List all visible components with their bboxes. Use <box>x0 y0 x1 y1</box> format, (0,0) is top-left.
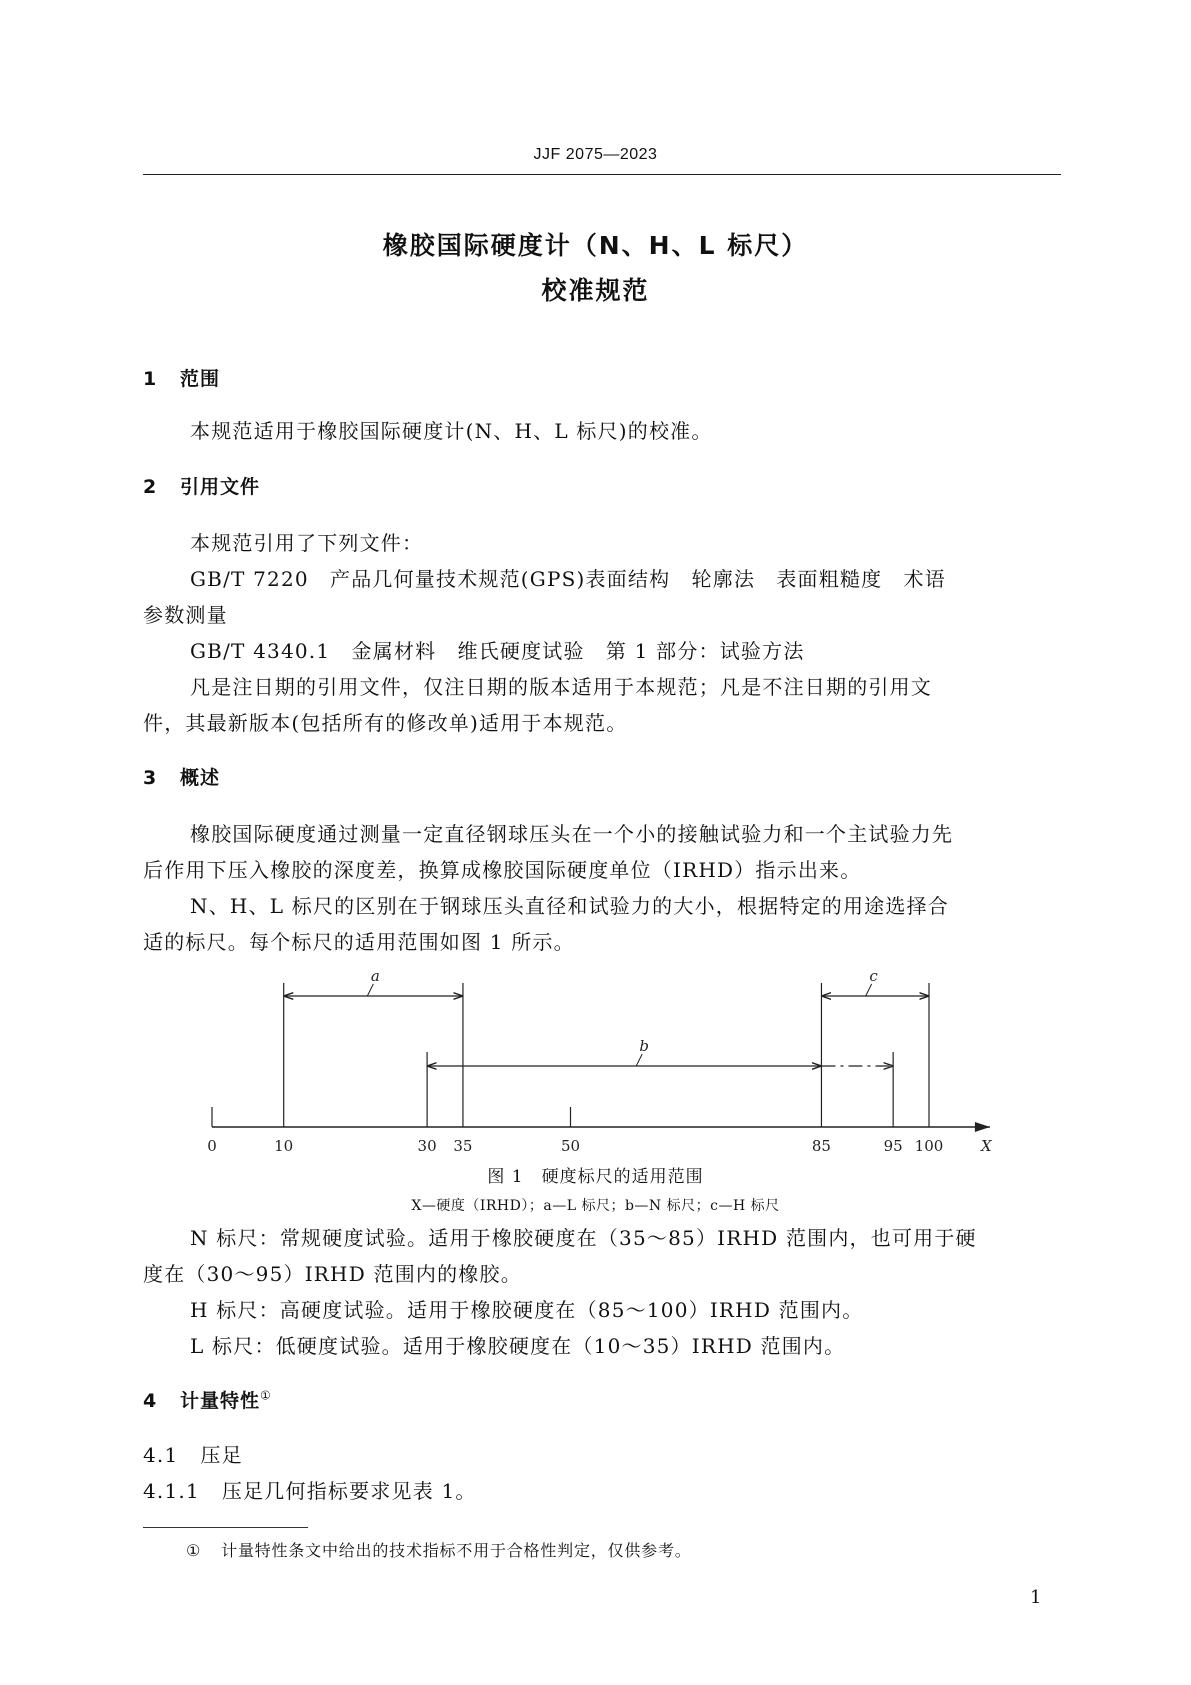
section-number: 4 <box>143 1390 158 1412</box>
s1-paragraph: 本规范适用于橡胶国际硬度计(N、H、L 标尺)的校准。 <box>190 419 713 443</box>
s2-note-line2: 件，其最新版本(包括所有的修改单)适用于本规范。 <box>143 711 628 735</box>
section-number: 3 <box>143 767 158 789</box>
tick-label-10: 10 <box>274 1137 294 1155</box>
doc-title-line1: 橡胶国际硬度计（N、H、L 标尺） <box>382 231 809 260</box>
footnote-marker: ① <box>260 1388 272 1403</box>
tick-label-35: 35 <box>453 1137 473 1155</box>
s411-text <box>143 1475 477 1504</box>
section-number: 2 <box>143 476 158 498</box>
range-leader-c <box>866 984 872 996</box>
doc-title-line2: 校准规范 <box>541 276 650 305</box>
document-code: JJF 2075—2023 <box>533 146 658 163</box>
n-scale-line1: N 标尺：常规硬度试验。适用于橡胶硬度在（35～85）IRHD 范围内，也可用于硬 <box>190 1226 977 1250</box>
s2-ref2: GB/T 4340.1 金属材料 维氏硬度试验 第 1 部分：试验方法 <box>190 639 805 663</box>
range-label-b: b <box>639 1037 650 1055</box>
header-rule <box>143 174 1061 175</box>
tick-label-100: 100 <box>914 1137 944 1155</box>
tick-label-50: 50 <box>560 1137 581 1155</box>
tick-label-85: 85 <box>811 1137 831 1155</box>
x-axis-label: X <box>981 1137 992 1155</box>
footnote-rule <box>143 1527 308 1528</box>
tick-label-0: 0 <box>207 1137 217 1155</box>
range-label-c: c <box>869 967 878 985</box>
l-scale-text: L 标尺：低硬度试验。适用于橡胶硬度在（10～35）IRHD 范围内。 <box>190 1334 846 1358</box>
hardness-range-figure <box>0 965 1191 1155</box>
figure-note: X—硬度（IRHD）；a—L 标尺；b—N 标尺；c—H 标尺 <box>411 1198 780 1214</box>
s2-note-line1: 凡是注日期的引用文件，仅注日期的版本适用于本规范；凡是不注日期的引用文 <box>190 675 932 699</box>
section-4-heading <box>143 1386 272 1413</box>
footnote-text: 计量特性条文中给出的技术指标不用于合格性判定，仅供参考。 <box>221 1541 692 1560</box>
s2-ref1-line2: 参数测量 <box>143 603 228 627</box>
clause-number: 4.1.1 <box>143 1479 200 1503</box>
s3-p1-line2: 后作用下压入橡胶的深度差，换算成橡胶国际硬度单位（IRHD）指示出来。 <box>143 858 862 882</box>
section-title: 范围 <box>180 368 221 390</box>
s2-ref1-line1: GB/T 7220 产品几何量技术规范(GPS)表面结构 轮廓法 表面粗糙度 术语 <box>190 567 946 591</box>
range-leader-b <box>636 1054 642 1066</box>
range-leader-a <box>367 984 373 996</box>
footnote-mark: ① <box>186 1541 202 1560</box>
section-number: 1 <box>143 368 158 390</box>
page-number: 1 <box>1030 1587 1042 1608</box>
s3-p1-line1: 橡胶国际硬度通过测量一定直径钢球压头在一个小的接触试验力和一个主试验力先 <box>190 822 954 846</box>
section-title: 概述 <box>180 767 221 789</box>
tick-label-30: 30 <box>417 1137 437 1155</box>
section-3-heading <box>143 763 220 790</box>
range-label-a: a <box>370 967 380 985</box>
s2-intro: 本规范引用了下列文件： <box>190 531 424 555</box>
section-title: 引用文件 <box>180 476 261 498</box>
clause-text: 压足几何指标要求见表 1。 <box>221 1479 477 1503</box>
clause-number: 4.1 <box>143 1443 179 1467</box>
n-scale-line2: 度在（30～95）IRHD 范围内的橡胶。 <box>143 1262 522 1286</box>
s41-heading <box>143 1439 243 1468</box>
section-1-heading <box>143 364 220 391</box>
clause-title: 压足 <box>200 1443 243 1467</box>
tick-label-95: 95 <box>883 1137 903 1155</box>
section-title: 计量特性 <box>180 1390 261 1412</box>
figure-caption: 图 1 硬度标尺的适用范围 <box>487 1167 704 1187</box>
section-2-heading <box>143 472 260 499</box>
footnote <box>186 1538 692 1561</box>
s3-p2-line1: N、H、L 标尺的区别在于钢球压头直径和试验力的大小，根据特定的用途选择合 <box>190 894 949 918</box>
h-scale-text: H 标尺：高硬度试验。适用于橡胶硬度在（85～100）IRHD 范围内。 <box>190 1298 864 1322</box>
s3-p2-line2: 适的标尺。每个标尺的适用范围如图 1 所示。 <box>143 930 575 954</box>
